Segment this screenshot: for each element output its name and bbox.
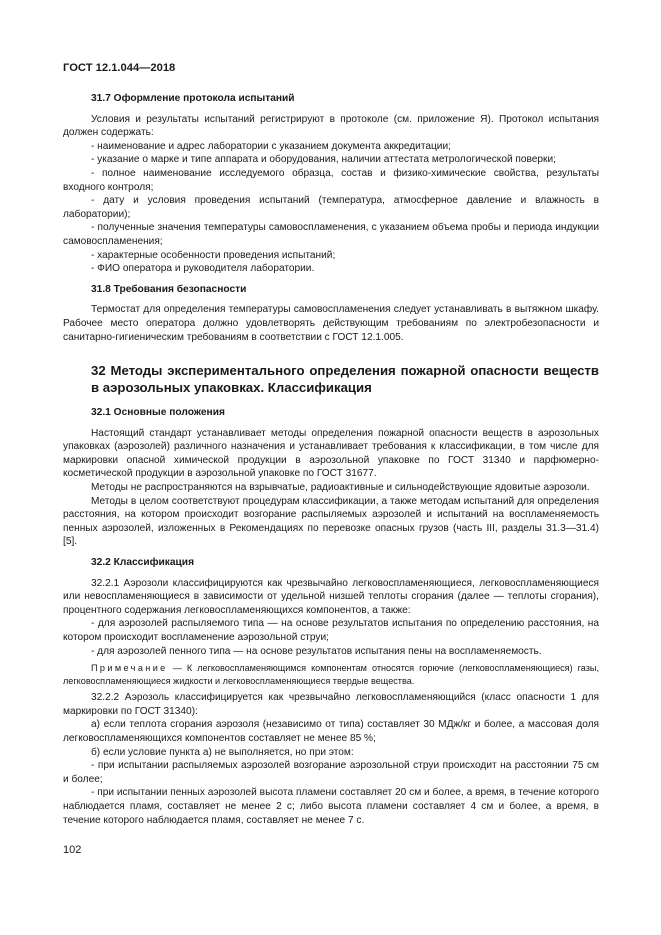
note-label: Примечание xyxy=(91,663,168,674)
standard-header: ГОСТ 12.1.044—2018 xyxy=(63,62,176,74)
note xyxy=(63,662,599,687)
heading-31-7: 31.7 Оформление протокола испытаний xyxy=(91,93,295,104)
list-item: - полученные значения температуры самовоспламенения, с указанием объема пробы и периода индукции самовоспламенения; xyxy=(63,222,599,247)
list-item: а) если теплота сгорания аэрозоля (независимо от типа) составляет 30 МДж/кг и более, а массовая доля легковоспламеняющихся компонентов составляет не менее 85 %; xyxy=(63,719,599,744)
paragraph: 32.2.1 Аэрозоли классифицируются как чрезвычайно легковоспламеняющиеся, легковоспламеняющиеся или невоспламеняющиеся в зависимости от удельной низшей теплоты сгорания (далее — теплоты сгорания), процентного содержания легковоспламеняющихся компонентов, а также: xyxy=(63,577,599,616)
heading-32-2: 32.2 Классификация xyxy=(91,557,195,569)
list-item: - наименование и адрес лаборатории с указанием документа аккредитации; xyxy=(91,140,451,152)
paragraph: Методы не распространяются на взрывчатые, радиоактивные и сильнодействующие ядовитые аэрозоли. xyxy=(91,482,590,494)
list-item: - указание о марке и типе аппарата и оборудования, наличии аттестата метрологической поверки; xyxy=(91,154,556,166)
section-heading-32: 32 Методы экспериментального определения пожарной опасности веществ в аэрозольных упаковках. Классификация xyxy=(91,363,599,396)
heading-31-8: 31.8 Требования безопасности xyxy=(91,283,247,295)
page-body xyxy=(63,92,599,827)
list-item: - характерные особенности проведения испытаний; xyxy=(91,249,336,261)
list-item: - для аэрозолей пенного типа — на основе результатов испытания пены на воспламеняемость. xyxy=(91,645,542,657)
list-item: - для аэрозолей распыляемого типа — на основе результатов испытания по определению расстояния, на котором происходит воспламенение аэрозольной струи; xyxy=(63,618,599,643)
list-item: - дату и условия проведения испытаний (температура, атмосферное давление и влажность в лаборатории); xyxy=(63,195,599,220)
list-item: б) если условие пункта а) не выполняется, но при этом: xyxy=(91,746,354,758)
list-item: - при испытании пенных аэрозолей высота пламени составляет 20 см и более, а время, в течение которого наблюдается пламя, составляет не менее 2 с; либо высота пламени составляет 4 см и более, а время, в течение которого наблюдается пламя, составляет не менее 7 с. xyxy=(63,787,599,826)
list-item: - ФИО оператора и руководителя лаборатории. xyxy=(91,263,315,275)
note-text: — К легковоспламеняющимся компонентам относятся горючие (легковоспламеняющиеся) газы, легковоспламеняющиеся жидкости и легковоспламеняющиеся твердые вещества. xyxy=(63,663,599,686)
paragraph: Условия и результаты испытаний регистрируют в протоколе (см. приложение Я). Протокол испытания должен содержать: xyxy=(63,113,599,139)
list-item: - при испытании распыляемых аэрозолей возгорание аэрозольной струи происходит на расстоянии 75 см и более; xyxy=(63,760,599,785)
paragraph: Методы в целом соответствуют процедурам классификации, а также методам испытаний для определения расстояния, на котором происходит возгорание распыляемых аэрозолей и испытаний на воспламеняемость пенных аэрозолей, изложенных в Рекомендациях по перевозке опасных грузов (часть III, разделы 31.3—31.4) [5]. xyxy=(63,495,599,548)
paragraph: Настоящий стандарт устанавливает методы определения пожарной опасности веществ в аэрозольных упаковках (аэрозолей) различного назначения и устанавливает требования к классификации, в том числе для маркировки опасной химической продукции в аэрозольной упаковке по ГОСТ 31340 и парфюмерно-косметической продукции в аэрозольной упаковке по ГОСТ 31677. xyxy=(63,427,599,480)
paragraph: 32.2.2 Аэрозоль классифицируется как чрезвычайно легковоспламеняющийся (класс опасности 1 для маркировки по ГОСТ 31340): xyxy=(63,692,599,717)
list-item: - полное наименование исследуемого образца, состав и физико-химические свойства, результаты входного контроля; xyxy=(63,167,599,193)
heading-32-1: 32.1 Основные положения xyxy=(91,407,225,419)
paragraph: Термостат для определения температуры самовоспламенения следует устанавливать в вытяжном шкафу. Рабочее место оператора должно удовлетворять действующим требованиям по электробезопасности и санитарно-гигиеническим требованиям в соответствии с ГОСТ 12.1.005. xyxy=(63,304,599,343)
page-number: 102 xyxy=(63,844,82,856)
